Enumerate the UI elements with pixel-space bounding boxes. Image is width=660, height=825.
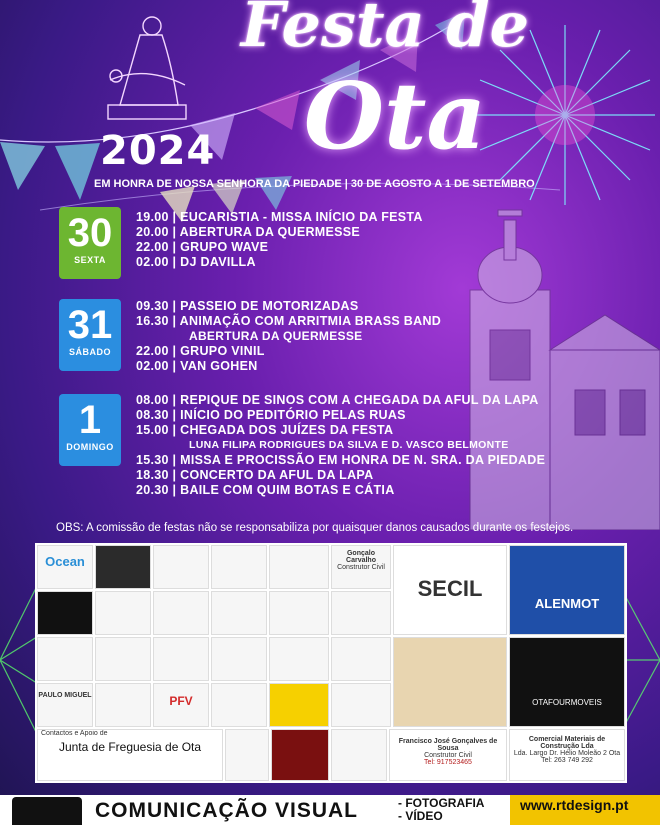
sponsor-logo [211, 545, 267, 589]
events-day-31 [136, 299, 441, 374]
website-label: www.rtdesign.pt [520, 797, 629, 813]
sponsor-label: Tel: 917523465 [424, 759, 472, 766]
sponsor-logo [393, 637, 507, 727]
sponsor-logo [37, 637, 93, 681]
footer-service: - VÍDEO [398, 809, 443, 823]
sponsor-logo [95, 637, 151, 681]
pieta-statue-icon [100, 10, 195, 125]
sponsor-label: Junta de Freguesia de Ota [58, 740, 202, 754]
sponsors-panel [35, 543, 627, 783]
sponsor-logo [331, 729, 387, 781]
sponsor-logo [331, 683, 391, 727]
sponsor-logo [331, 591, 391, 635]
sponsor-logo [37, 591, 93, 635]
disclaimer-note: OBS: A comissão de festas não se responsabiliza por quaisquer danos causados durante os festejos. [56, 522, 574, 534]
rtdesign-logo-icon [12, 797, 82, 825]
event-item: ABERTURA DA QUERMESSE [189, 329, 363, 343]
day-number: 30 [67, 211, 113, 255]
sponsor-alenmot [509, 545, 625, 635]
sponsor-label: PAULO MIGUEL [38, 692, 92, 699]
sponsor-label: Comercial Materiais de Construção Lda [528, 736, 606, 750]
sponsor-logo [269, 545, 329, 589]
sponsor-materiais [509, 729, 625, 781]
sponsor-label: PFV [169, 694, 193, 708]
sponsor-label: ALENMOT [534, 596, 600, 611]
sponsor-logo [331, 637, 391, 681]
sponsor-label: Construtor Civil [424, 752, 472, 759]
title-ota: Ota [303, 62, 487, 170]
event-item: 19.00 | EUCARISTIA - MISSA INÍCIO DA FESTA [136, 210, 423, 224]
sponsor-coat-of-arms [225, 729, 269, 781]
sponsor-logo [271, 729, 329, 781]
day-badge-30 [59, 207, 121, 279]
event-item: 20.00 | ABERTURA DA QUERMESSE [136, 225, 361, 239]
sponsor-ocean-logo [37, 545, 93, 589]
event-item: 18.30 | CONCERTO DA AFUL DA LAPA [136, 468, 374, 482]
day-badge-1 [59, 394, 121, 466]
sponsor-logo [95, 591, 151, 635]
event-item: 22.00 | GRUPO VINIL [136, 344, 265, 358]
sponsor-logo [269, 637, 329, 681]
sponsor-logo [269, 591, 329, 635]
day-name: SÁBADO [68, 347, 111, 357]
event-item: 20.30 | BAILE COM QUIM BOTAS E CÁTIA [136, 483, 395, 497]
sponsor-logo [153, 545, 209, 589]
sponsor-logo [269, 683, 329, 727]
footer-website-link[interactable] [510, 795, 660, 825]
sponsor-logo [211, 637, 267, 681]
sponsor-label: Lda. Largo Dr. Hélio Moleão 2 Ota [513, 750, 621, 757]
sponsor-logo [153, 591, 209, 635]
sponsor-francisco [389, 729, 507, 781]
day-badge-31 [59, 299, 121, 371]
event-item: 08.00 | REPIQUE DE SINOS COM A CHEGADA DA AFUL DA LAPA [136, 393, 539, 407]
footer-comunicacao: COMUNICAÇÃO VISUAL [95, 799, 358, 822]
sponsor-label: Tel: 263 749 292 [541, 757, 593, 764]
sponsor-label: Construtor Civil [337, 564, 385, 571]
day-name: SEXTA [74, 255, 106, 265]
sponsor-logo [153, 637, 209, 681]
sponsor-label: Contactos e Apoio de [41, 730, 108, 737]
events-day-1 [136, 393, 545, 498]
title-festa-de: Festa de [240, 0, 530, 61]
day-name: DOMINGO [66, 442, 114, 452]
event-item: 02.00 | VAN GOHEN [136, 359, 258, 373]
sponsor-otafour [509, 637, 625, 727]
sponsor-label: OTAFOURMOVEIS [532, 698, 602, 707]
sponsor-junta [37, 729, 223, 781]
sponsor-secil [393, 545, 507, 635]
footer-services [398, 797, 484, 823]
sponsor-logo [95, 683, 151, 727]
sponsor-label: Francisco José Gonçalves de Sousa [398, 738, 498, 752]
sponsor-logo [95, 545, 151, 589]
sponsor-label: SECIL [417, 576, 483, 601]
event-item: 22.00 | GRUPO WAVE [136, 240, 269, 254]
sponsor-logo [211, 591, 267, 635]
event-year: 2024 [100, 128, 216, 174]
footer-banner [0, 795, 660, 825]
event-item: 08.30 | INÍCIO DO PEDITÓRIO PELAS RUAS [136, 408, 406, 422]
event-item: 09.30 | PASSEIO DE MOTORIZADAS [136, 299, 359, 313]
sponsor-goncalo [331, 545, 391, 589]
sponsor-label: Gonçalo Carvalho [346, 550, 376, 564]
event-item: 16.30 | ANIMAÇÃO COM ARRITMIA BRASS BAND [136, 314, 442, 328]
event-item: LUNA FILIPA RODRIGUES DA SILVA E D. VASCO BELMONTE [189, 439, 509, 451]
event-item: 15.00 | CHEGADA DOS JUÍZES DA FESTA [136, 423, 394, 437]
sponsor-label: Ocean [45, 554, 85, 569]
day-number: 31 [67, 303, 113, 347]
day-number: 1 [78, 398, 102, 442]
sponsor-pfv [153, 683, 209, 727]
footer-service: - FOTOGRAFIA [398, 796, 485, 810]
events-day-30 [136, 210, 423, 270]
event-item: 02.00 | DJ DAVILLA [136, 255, 256, 269]
sponsor-paulo-miguel [37, 683, 93, 727]
event-subtitle: EM HONRA DE NOSSA SENHORA DA PIEDADE | 30 DE AGOSTO A 1 DE SETEMBRO [94, 178, 535, 190]
event-item: 15.30 | MISSA E PROCISSÃO EM HONRA DE N. SRA. DA PIEDADE [136, 453, 546, 467]
sponsor-logo [211, 683, 267, 727]
